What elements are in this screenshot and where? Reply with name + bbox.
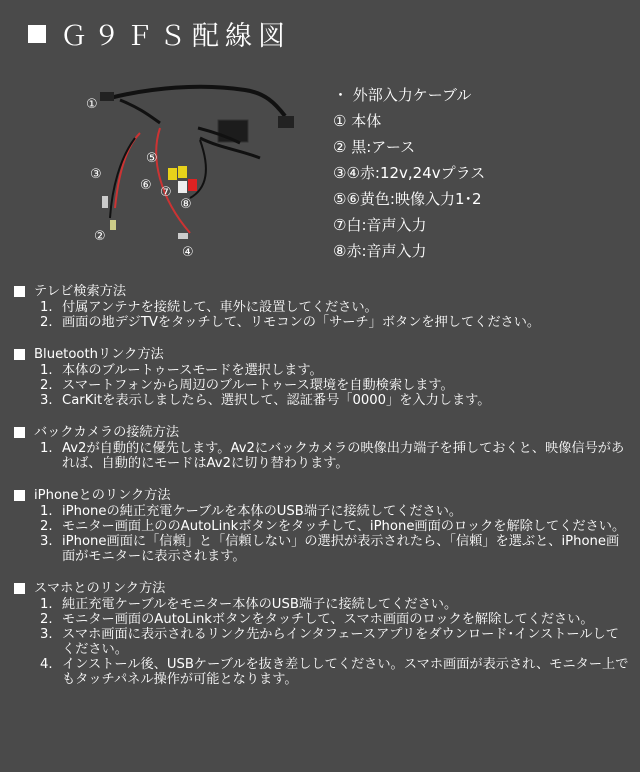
section-bluetooth: [14, 346, 632, 408]
section-heading: テレビ検索方法: [34, 284, 127, 299]
list-item: 2. モニター画面のAutoLinkボタンをタッチして、スマホ画面のロックを解除してください。: [40, 612, 594, 627]
list-item: 1. 本体のブルートゥースモードを選択します。: [40, 363, 323, 378]
marker-7: ⑦: [160, 185, 172, 200]
legend-item: ③④赤:12v,24vプラス: [333, 164, 486, 182]
section-heading: スマホとのリンク方法: [34, 581, 166, 596]
wiring-diagram: [80, 78, 330, 268]
list-item: 1. 付属アンテナを接続して、車外に設置してください。: [40, 300, 378, 315]
legend-item: ⑦白:音声入力: [333, 216, 427, 234]
legend-heading: ・ 外部入力ケーブル: [333, 86, 472, 104]
list-item: 3. iPhone画面に「信頼」と「信頼しない」の選択が表示されたら、「信頼」を選ぶと、iPhone画面がモニターに表示されます。: [40, 534, 620, 564]
section-heading: バックカメラの接続方法: [34, 425, 180, 440]
list-item: 1. iPhoneの純正充電ケーブルを本体のUSB端子に接続してください。: [40, 504, 463, 519]
list-item: 2. 画面の地デジTVをタッチして、リモコンの「サーチ」ボタンを押してください。: [40, 315, 541, 330]
instruction-sections: [14, 283, 632, 703]
list-item: 3. スマホ画面に表示されるリンク先からインタフェースアプリをダウンロード･インストールしてください。: [40, 627, 619, 657]
square-bullet-icon: [14, 286, 25, 297]
section-back-camera: [14, 424, 632, 471]
square-bullet-icon: [14, 427, 25, 438]
square-bullet-icon: [14, 583, 25, 594]
marker-3: ③: [90, 167, 102, 182]
page-title: [28, 14, 291, 53]
marker-8: ⑧: [180, 197, 192, 212]
cable-legend: [333, 82, 485, 264]
section-heading: Bluetoothリンク方法: [34, 347, 164, 362]
section-iphone-link: [14, 487, 632, 564]
square-bullet-icon: [14, 349, 25, 360]
section-smartphone-link: [14, 580, 632, 687]
list-item: 3. CarKitを表示しましたら、選択して、認証番号「0000」を入力します。: [40, 393, 491, 408]
legend-item: ① 本体: [333, 112, 382, 130]
legend-item: ⑧赤:音声入力: [333, 242, 427, 260]
title-text: Ｇ９ＦＳ配線図: [60, 21, 291, 52]
list-item: 2. モニター画面上ののAutoLinkボタンをタッチして、iPhone画面のロックを解除してください。: [40, 519, 626, 534]
square-bullet-icon: [14, 490, 25, 501]
legend-item: ② 黒:アース: [333, 138, 416, 156]
title-square-icon: [28, 25, 46, 43]
section-tv-search: [14, 283, 632, 330]
legend-item: ⑤⑥黄色:映像入力1･2: [333, 190, 482, 208]
marker-2: ②: [94, 229, 106, 244]
marker-4: ④: [182, 245, 194, 260]
section-heading: iPhoneとのリンク方法: [34, 488, 171, 503]
list-item: 1. 純正充電ケーブルをモニター本体のUSB端子に接続してください。: [40, 597, 458, 612]
list-item: 4. インストール後、USBケーブルを抜き差ししてください。スマホ画面が表示され、モニター上でもタッチパネル操作が可能となります。: [40, 657, 629, 687]
list-item: 1. Av2が自動的に優先します。Av2にバックカメラの映像出力端子を挿しておくと、映像信号があれば、自動的にモードはAv2に切り替わります。: [40, 441, 625, 471]
marker-6: ⑥: [140, 178, 152, 193]
marker-5: ⑤: [146, 151, 158, 166]
list-item: 2. スマートフォンから周辺のブルートゥース環境を自動検索します。: [40, 378, 454, 393]
marker-1: ①: [86, 97, 98, 112]
